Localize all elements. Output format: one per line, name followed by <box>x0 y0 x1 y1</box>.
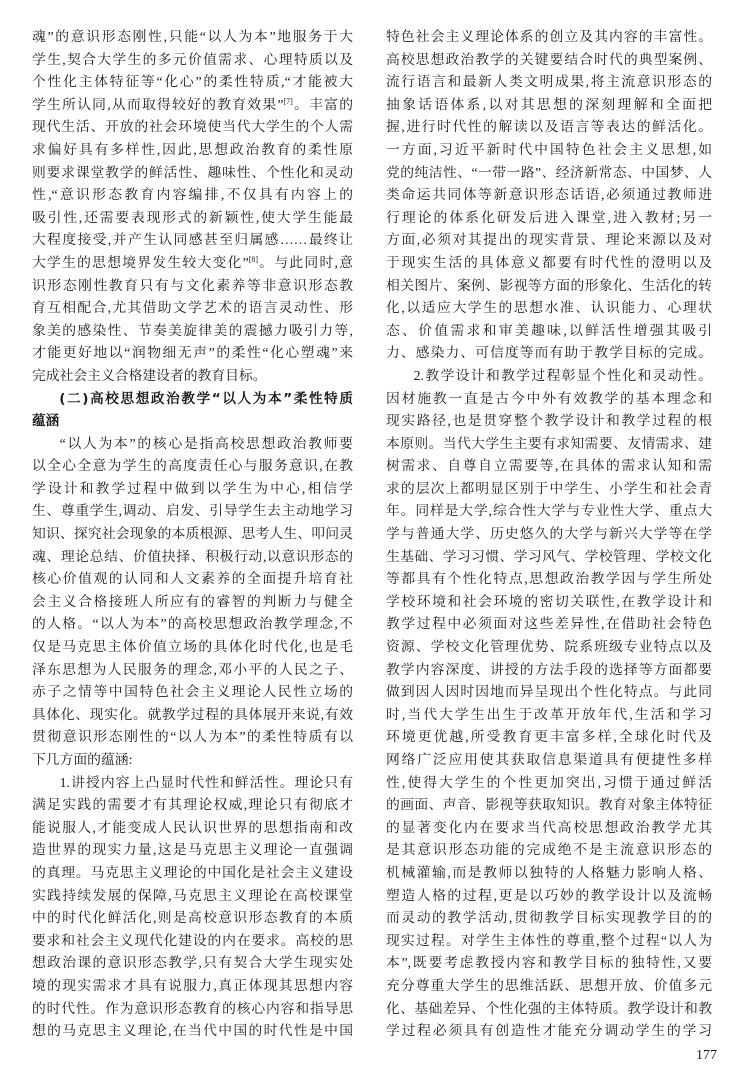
text-line <box>32 500 353 523</box>
line-text: 塑造人格的过程,更是以巧妙的教学设计以及流畅 <box>386 887 712 903</box>
text-line <box>386 817 712 840</box>
text-line <box>386 839 712 862</box>
line-text: 化、基础差异、个性化强的主体特质。教学设计和教 <box>386 1000 712 1016</box>
line-text: 学过程必须具有创造性才能充分调动学生的学习 <box>386 1023 712 1039</box>
text-line <box>386 455 712 478</box>
text-line <box>32 139 353 162</box>
text-line <box>386 500 712 523</box>
line-text: 实践持续发展的保障,马克思主义理论在高校课堂 <box>32 887 353 903</box>
line-text: 的时代性。作为意识形态教育的核心内容和指导思 <box>32 1000 353 1016</box>
line-text: 现代生活、开放的社会环境使当代大学生的个人需 <box>32 119 353 135</box>
line-text: 生、尊重学生,调动、启发、引导学生去主动地学习 <box>32 503 353 519</box>
text-line <box>386 591 712 614</box>
citation-ref: [7] <box>283 96 293 106</box>
line-text: 资源、学校文化管理优势、院系班级专业特点以及 <box>386 639 712 655</box>
text-line <box>32 952 353 975</box>
text-line <box>386 681 712 704</box>
text-line <box>32 998 353 1021</box>
text-line <box>32 975 353 998</box>
line-text: 才能更好地以“润物细无声”的柔性“化心塑魂”来 <box>32 345 353 361</box>
text-line <box>386 94 712 117</box>
line-text: 年。同样是大学,综合性大学与专业性大学、重点大 <box>386 503 712 519</box>
text-line <box>386 749 712 772</box>
line-text: 的真理。马克思主义理论的中国化是社会主义建设 <box>32 864 353 880</box>
text-line <box>32 162 353 185</box>
text-line <box>32 546 353 569</box>
line-text: 象美的感染性、节奏美旋律美的震撼力吸引力等, <box>32 322 353 338</box>
line-text: 具体化、现实化。就教学过程的具体展开来说,有效 <box>32 706 353 722</box>
text-line <box>32 794 353 817</box>
line-text: 是其意识形态功能的完成绝不是主流意识形态的 <box>386 842 712 858</box>
text-line <box>32 71 353 94</box>
text-line <box>386 998 712 1021</box>
line-text: “以人为本”的核心是指高校思想政治教师要 <box>59 435 353 451</box>
line-text: 握,进行时代性的解读以及语言等表达的鲜活化。 <box>386 119 712 135</box>
line-text: 树需求、自尊自立需要等,在具体的需求认知和需 <box>386 458 712 474</box>
line-text: 想的马克思主义理论,在当代中国的时代性是中国 <box>32 1023 353 1039</box>
line-text: 现实路径,也是贯穿整个教学设计和教学过程的根 <box>386 413 712 429</box>
text-line <box>386 49 712 72</box>
text-line <box>386 71 712 94</box>
text-line <box>32 817 353 840</box>
line-text: 1.讲授内容上凸显时代性和鲜活性。理论只有 <box>59 774 353 790</box>
text-line <box>386 320 712 343</box>
line-text: 造世界的现实力量,这是马克思主义理论一直强调 <box>32 842 353 858</box>
text-line <box>32 207 353 230</box>
text-line <box>386 365 712 388</box>
line-text: 生基础、学习习惯、学习风气、学校管理、学校文化 <box>386 548 712 564</box>
page-number: 177 <box>696 1048 717 1063</box>
line-text: 教学过程中必须面对这些差异性,在借助社会特色 <box>386 616 712 632</box>
line-text: 贯彻意识形态刚性的“以人为本”的柔性特质有以 <box>32 729 353 745</box>
section-heading-line <box>32 388 353 411</box>
text-line <box>32 433 353 456</box>
line-text: 核心价值观的认同和人文素养的全面提升培育社 <box>32 571 353 587</box>
line-text: 识形态刚性教育只有与文化素养等非意识形态教 <box>32 277 353 293</box>
text-line <box>32 523 353 546</box>
text-line <box>32 365 353 388</box>
line-text: 性,使得大学生的个性更加突出,习惯于通过鲜活 <box>386 774 712 790</box>
text-line <box>386 568 712 591</box>
line-text: 泽东思想为人民服务的理念,邓小平的人民之子、 <box>32 661 353 677</box>
line-text-after-citation: 。丰富的 <box>292 96 353 112</box>
line-text: 因材施教一直是古今中外有效教学的基本理念和 <box>386 390 712 406</box>
line-text: 仅是马克思主体价值立场的具体化时代化,也是毛 <box>32 639 353 655</box>
text-line <box>386 433 712 456</box>
text-line <box>32 184 353 207</box>
line-text: 求的层次上都明显区别于中学生、小学生和社会青 <box>386 480 712 496</box>
text-line <box>386 275 712 298</box>
text-line <box>386 139 712 162</box>
text-line <box>32 252 353 275</box>
text-line <box>386 26 712 49</box>
line-text: 力、感染力、可信度等而有助于教学目标的完成。 <box>386 345 712 361</box>
line-text: 党的纯洁性、“一带一路”、经济新常态、中国梦、人 <box>386 164 712 180</box>
text-line <box>386 930 712 953</box>
text-line <box>386 1020 712 1043</box>
line-text: 现实过程。对学生主体性的尊重,整个过程“以人为 <box>386 932 712 948</box>
text-line <box>32 749 353 772</box>
text-line <box>386 297 712 320</box>
line-text: 育互相配合,尤其借助文学艺术的语言灵动性、形 <box>32 300 353 316</box>
line-text: 的画面、声音、影视等获取知识。教育对象主体特征 <box>386 797 712 813</box>
line-text: 个性化主体特征等“化心”的柔性特质,“才能被大 <box>32 74 353 90</box>
line-text: 学与普通大学、历史悠久的大学与新兴大学等在学 <box>386 526 712 542</box>
line-text: 相关图片、案例、影视等方面的形象化、生活化的转 <box>386 277 712 293</box>
line-text: 魂”的意识形态刚性,只能“以人为本”地服务于大 <box>32 29 353 44</box>
line-text: 时,当代大学生出生于改革开放年代,生活和学习 <box>386 706 712 722</box>
line-text: 本原则。当代大学生主要有求知需要、友情需求、建 <box>386 435 712 451</box>
text-line <box>32 930 353 953</box>
line-text: (二)高校思想政治教学“以人为本”柔性特质 <box>59 390 353 407</box>
text-line <box>32 907 353 930</box>
text-line <box>386 410 712 433</box>
text-line <box>32 49 353 72</box>
text-line <box>386 207 712 230</box>
line-text: 想政治课的意识形态教学,只有契合大学生现实处 <box>32 955 353 971</box>
line-text: 会主义合格接班人所应有的睿智的判断力与健全 <box>32 593 353 609</box>
text-line <box>386 862 712 885</box>
line-text: 特色社会主义理论体系的创立及其内容的丰富性。 <box>386 29 712 44</box>
section-heading-line <box>32 410 353 433</box>
text-line <box>32 1020 353 1043</box>
text-line <box>386 162 712 185</box>
text-line <box>386 726 712 749</box>
line-text: 做到因人因时因地而异呈现出个性化特点。与此同 <box>386 684 712 700</box>
line-text: 抽象话语体系,以对其思想的深刻理解和全面把 <box>386 96 712 112</box>
line-text: 学设计和教学过程中做到以学生为中心,相信学 <box>32 480 353 496</box>
line-text: 网络广泛应用使其获取信息渠道具有便捷性多样 <box>386 752 712 767</box>
text-line <box>386 546 712 569</box>
line-text: 充分尊重大学生的思维活跃、思想开放、价值多元 <box>386 977 712 993</box>
text-line <box>32 342 353 365</box>
line-text: 大程度接受,并产生认同感甚至归属感……最终让 <box>32 232 353 248</box>
text-line <box>32 636 353 659</box>
line-text: 2.教学设计和教学过程彰显个性化和灵动性。 <box>413 367 712 383</box>
line-text: 而灵动的教学活动,贯彻教学目标实现教学目的的 <box>386 910 712 926</box>
line-text: 性,“意识形态教育内容编排,不仅具有内容上的 <box>32 187 353 203</box>
line-text: 要求和社会主义现代化建设的内在要求。高校的思 <box>32 932 353 948</box>
line-text: 知识、探究社会现象的本质根源、思考人生、叩问灵 <box>32 526 353 542</box>
line-text: 态、价值需求和审美趣味,以鲜活性增强其吸引 <box>386 322 712 338</box>
line-text: 高校思想政治教学的关键要结合时代的典型案例、 <box>386 51 712 67</box>
text-line <box>32 478 353 501</box>
text-line <box>386 636 712 659</box>
line-text: 以全心全意为学生的高度责任心与服务意识,在教 <box>32 458 353 474</box>
text-line <box>386 659 712 682</box>
text-line <box>32 772 353 795</box>
text-line <box>386 885 712 908</box>
text-line <box>32 116 353 139</box>
text-line <box>386 794 712 817</box>
line-text: 一方面,习近平新时代中国特色社会主义思想,如 <box>386 141 712 157</box>
text-line <box>386 116 712 139</box>
line-text: 则要求课堂教学的鲜活性、趣味性、个性化和灵动 <box>32 164 353 180</box>
line-text: 的人格。“以人为本”的高校思想政治教学理念,不 <box>32 616 353 632</box>
text-line <box>32 297 353 320</box>
line-text: 于现实生活的具体意义都要有时代性的澄明以及 <box>386 254 712 270</box>
line-text: 类命运共同体等新意识形态话语,必须通过教师进 <box>386 187 712 203</box>
line-text: 能说服人,才能变成人民认识世界的思想指南和改 <box>32 819 353 835</box>
line-text: 中的时代化鲜活化,则是高校意识形态教育的本质 <box>32 910 353 926</box>
text-line <box>386 184 712 207</box>
text-line <box>386 478 712 501</box>
text-line <box>32 591 353 614</box>
text-line <box>32 275 353 298</box>
text-line <box>32 885 353 908</box>
text-line <box>386 772 712 795</box>
text-line <box>32 862 353 885</box>
text-line <box>32 94 353 117</box>
line-text: 蕴涵 <box>32 413 60 430</box>
line-text: 吸引性,还需要表现形式的新颖性,使大学生能最 <box>32 209 353 225</box>
text-line <box>386 229 712 252</box>
text-line <box>32 568 353 591</box>
text-line <box>32 229 353 252</box>
line-text: 等都具有个性化特点,思想政治教学因与学生所处 <box>386 571 712 587</box>
text-line <box>32 726 353 749</box>
text-line <box>32 681 353 704</box>
line-text-after-citation: 。与此同时,意 <box>258 254 353 270</box>
text-line <box>32 659 353 682</box>
line-text: 的显著变化内在要求当代高校思想政治教学尤其 <box>386 819 712 835</box>
line-text: 大学生的思想境界发生较大变化” <box>32 254 249 270</box>
text-line <box>32 613 353 636</box>
text-line <box>386 907 712 930</box>
citation-ref: [8] <box>248 254 259 264</box>
line-text: 化,以适应大学生的思想水准、认识能力、心理状 <box>386 300 712 316</box>
line-text: 赤子之情等中国特色社会主义理论人民性立场的 <box>32 684 353 700</box>
line-text: 教学内容深度、讲授的方法手段的选择等方面都要 <box>386 661 712 677</box>
line-text: 行理论的体系化研发后进入课堂,进入教材;另一 <box>386 209 712 225</box>
line-text: 满足实践的需要才有其理论权威,理论只有彻底才 <box>32 797 353 813</box>
text-line <box>32 26 353 49</box>
text-line <box>32 455 353 478</box>
line-text: 魂、理论总结、价值抉择、积极行动,以意识形态的 <box>32 548 353 564</box>
line-text: 环境更优越,所受教育更丰富多样,全球化时代及 <box>386 729 712 745</box>
line-text: 本”,既要考虑教授内容和教学目标的独特性,又要 <box>386 955 712 971</box>
line-text: 学校环境和社会环境的密切关联性,在教学设计和 <box>386 593 712 609</box>
line-text: 求偏好具有多样性,因此,思想政治教育的柔性原 <box>32 141 353 157</box>
text-line <box>32 704 353 727</box>
text-line <box>32 839 353 862</box>
line-text: 学生,契合大学生的多元价值需求、心理特质以及 <box>32 51 353 67</box>
line-text: 流行语言和最新人类文明成果,将主流意识形态的 <box>386 74 712 90</box>
text-line <box>386 252 712 275</box>
left-column <box>32 26 353 1043</box>
text-line <box>386 613 712 636</box>
line-text: 完成社会主义合格建设者的教育目标。 <box>32 367 267 383</box>
text-line <box>386 523 712 546</box>
line-text: 下几方面的蕴涵: <box>32 752 133 767</box>
right-column <box>386 26 712 1043</box>
text-line <box>32 320 353 343</box>
line-text: 境的现实需求才具有说服力,真正体现其思想内容 <box>32 977 353 993</box>
line-text: 方面,必须对其提出的现实背景、理论来源以及对 <box>386 232 712 248</box>
line-text: 学生所认同,从而取得较好的教育效果” <box>32 96 284 112</box>
text-line <box>386 342 712 365</box>
text-line <box>386 704 712 727</box>
text-line <box>386 388 712 411</box>
line-text: 机械灌输,而是教师以独特的人格魅力影响人格、 <box>386 864 712 880</box>
text-line <box>386 975 712 998</box>
text-line <box>386 952 712 975</box>
